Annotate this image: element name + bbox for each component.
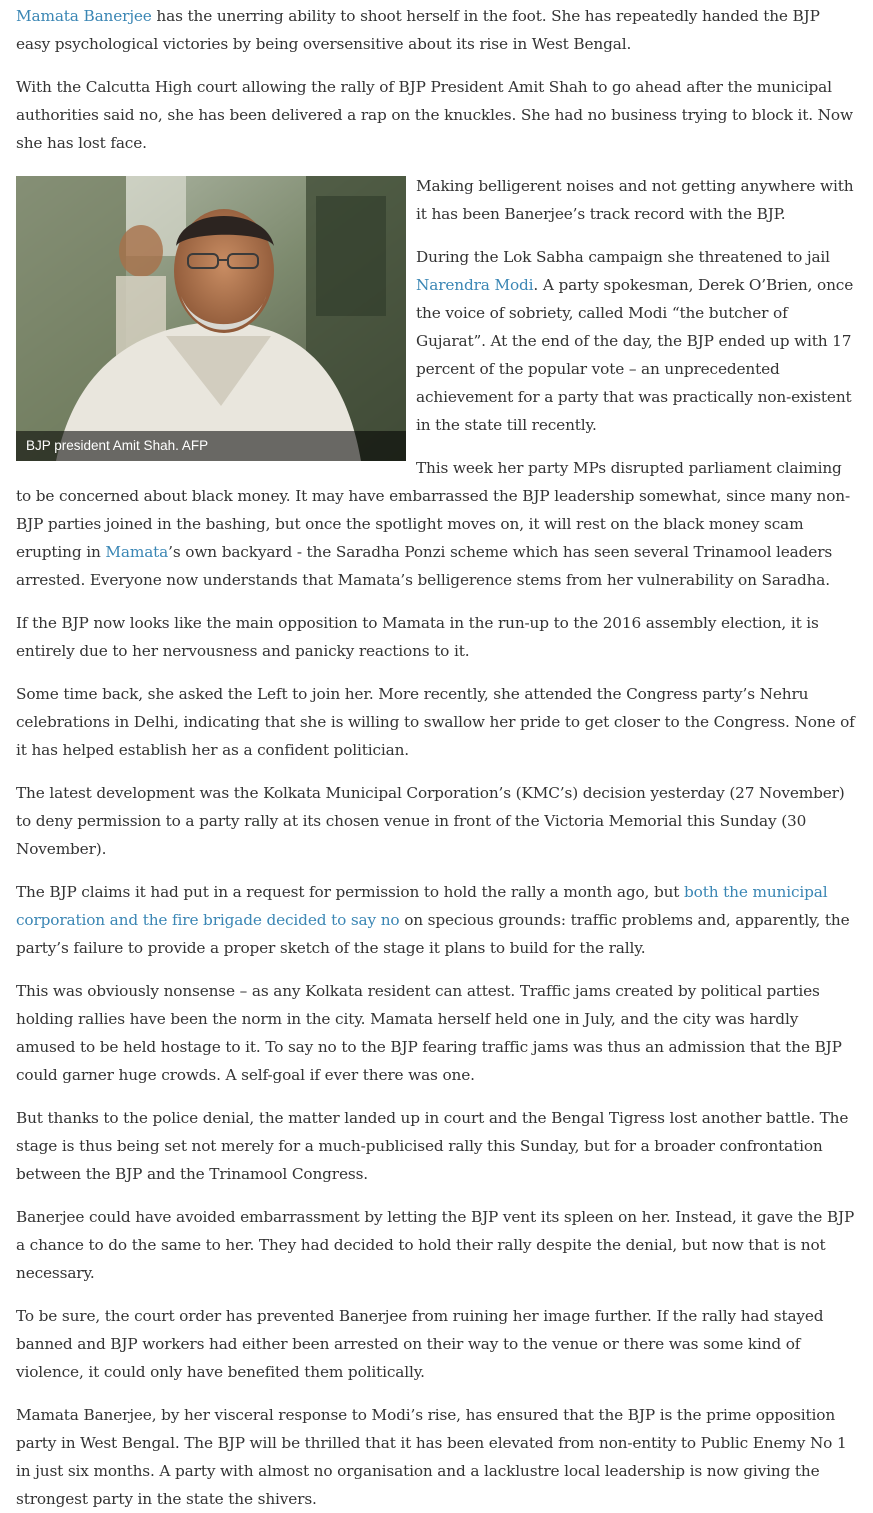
link-narendra-modi[interactable]: Narendra Modi (416, 276, 534, 294)
link-municipal-corporation[interactable]: both the municipal corporation and the fire brigade decided to say no (16, 883, 828, 929)
paragraph-5 (16, 454, 857, 594)
paragraph-6: If the BJP now looks like the main opposition to Mamata in the run-up to the 2016 assembly election, it is entirely due to her nervousness and panicky reactions to it. (16, 614, 819, 660)
paragraph-text: ’s own backyard - the Saradha Ponzi scheme which has seen several Trinamool leaders arrested. Everyone now understands that Mamata’s belligerence stems from her vulnerability on Saradha. (16, 543, 833, 589)
paragraph-2: With the Calcutta High court allowing the rally of BJP President Amit Shah to go ahead after the municipal authorities said no, she has been delivered a rap on the knuckles. She had no business trying to block it. Now she has lost face. (16, 78, 853, 152)
paragraph-text: The BJP claims it had put in a request for permission to hold the rally a month ago, but (16, 883, 685, 901)
paragraph-12: Banerjee could have avoided embarrassment by letting the BJP vent its spleen on her. Instead, it gave the BJP a chance to do the same to her. They had decided to hold their rally despite the denial, but now that is not necessary. (16, 1208, 855, 1282)
paragraph-text: on specious grounds: traffic problems and, apparently, the party’s failure to provide a proper sketch of the stage it plans to build for the rally. (16, 911, 850, 957)
paragraph-text: has the unerring ability to shoot herself in the foot. She has repeatedly handed the BJP easy psychological victories by being oversensitive about its rise in West Bengal. (16, 7, 820, 53)
paragraph-1 (16, 2, 857, 58)
photo-amit-shah (16, 176, 406, 461)
link-mamata[interactable]: Mamata (105, 543, 169, 561)
paragraph-13: To be sure, the court order has prevented Banerjee from ruining her image further. If the rally had stayed banned and BJP workers had either been arrested on their way to the venue or there was some kind of violence, it could only have benefited them politically. (16, 1307, 824, 1381)
photo-caption: BJP president Amit Shah. AFP (16, 431, 406, 461)
paragraph-text: . A party spokesman, Derek O’Brien, once the voice of sobriety, called Modi “the butcher of Gujarat”. At the end of the day, the BJP ended up with 17 percent of the popular vote – an unprecedented achievement for a party that was practically non-existent in the state till recently. (416, 276, 854, 434)
paragraph-text: During the Lok Sabha campaign she threatened to jail (416, 248, 830, 266)
paragraph-11: But thanks to the police denial, the matter landed up in court and the Bengal Tigress lost another battle. The stage is thus being set not merely for a much-publicised rally this Sunday, but for a broader confrontation between the BJP and the Trinamool Congress. (16, 1109, 849, 1183)
paragraph-8: The latest development was the Kolkata Municipal Corporation’s (KMC’s) decision yesterday (27 November) to deny permission to a party rally at its chosen venue in front of the Victoria Memorial this Sunday (30 November). (16, 784, 845, 858)
paragraph-3: Making belligerent noises and not getting anywhere with it has been Banerjee’s track record with the BJP. (416, 177, 854, 223)
paragraph-7: Some time back, she asked the Left to join her. More recently, she attended the Congress party’s Nehru celebrations in Delhi, indicating that she is willing to swallow her pride to get closer to the Congress. None of it has helped establish her as a confident politician. (16, 685, 855, 759)
article-photo (16, 176, 406, 461)
paragraph-10: This was obviously nonsense – as any Kolkata resident can attest. Traffic jams created by political parties holding rallies have been the norm in the city. Mamata herself held one in July, and the city was hardly amused to be held hostage to it. To say no to the BJP fearing traffic jams was thus an admission that the BJP could garner huge crowds. A self-goal if ever there was one. (16, 982, 842, 1084)
paragraph-9 (16, 878, 857, 962)
paragraph-14: Mamata Banerjee, by her visceral response to Modi’s rise, has ensured that the BJP is the prime opposition party in West Bengal. The BJP will be thrilled that it has been elevated from non-entity to Public Enemy No 1 in just six months. A party with almost no organisation and a lacklustre local leadership is now giving the strongest party in the state the shivers. (16, 1406, 847, 1508)
link-mamata-banerjee[interactable]: Mamata Banerjee (16, 7, 152, 25)
paragraph-text: This week her party MPs disrupted parliament claiming to be concerned about black money. It may have embarrassed the BJP leadership somewhat, since many non-BJP parties joined in the bashing, but once the spotlight moves on, it will rest on the black money scam erupting in (16, 459, 850, 561)
